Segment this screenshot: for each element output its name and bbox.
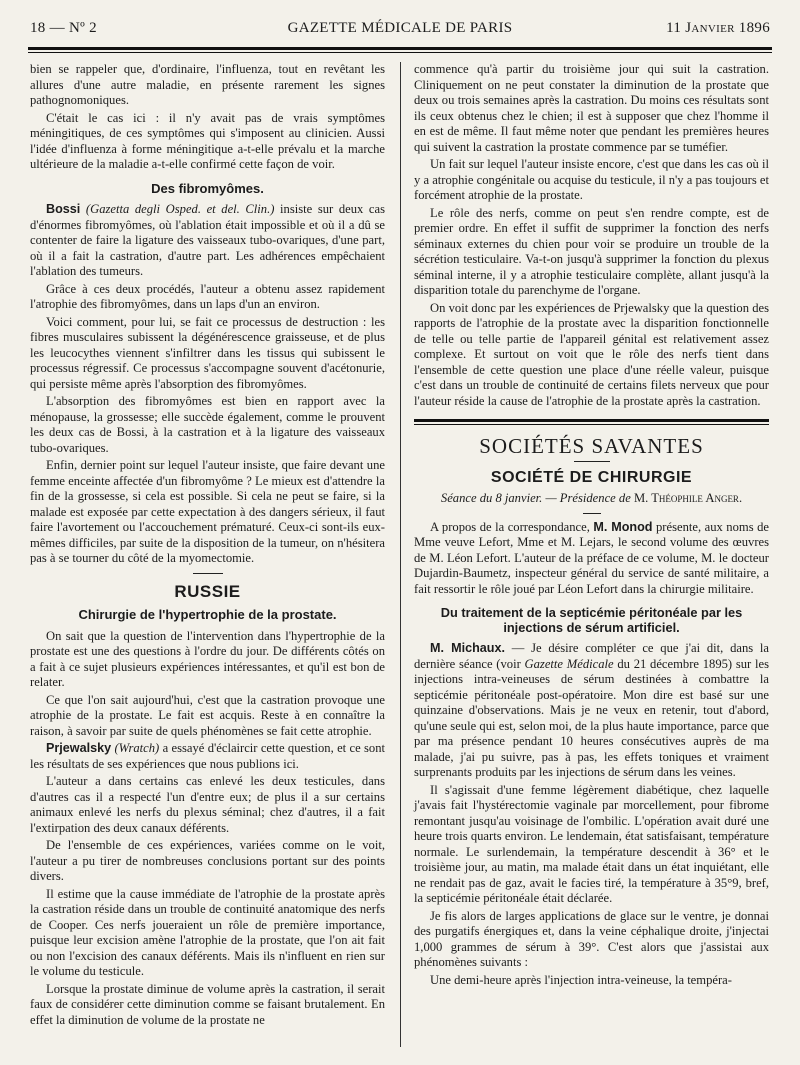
paragraph: De l'ensemble de ces expériences, variées comme on le voit, l'auteur a pu tirer de nombreuses conclusions portant sur des points divers. bbox=[30, 838, 385, 883]
article-title-septicemie: Du traitement de la septicémie péritonéale par les injections de sérum artificiel. bbox=[440, 605, 743, 635]
paragraph-text: — Je désire compléter ce que j'ai dit, dans la dernière séance (voir bbox=[414, 641, 770, 671]
speaker-name: M. Monod bbox=[593, 519, 653, 534]
journal-title: GAZETTE MÉDICALE DE PARIS bbox=[287, 20, 513, 36]
left-column bbox=[30, 62, 385, 1030]
paragraph: commence qu'à partir du troisième jour qui suit la castration. Cliniquement on ne peut constater la diminution de la prostate que deux ou trois semaines après la castration. Du moins ces résultats sont ils ceux obtenus chez le chien; il est à supposer que chez l'homme il en est de même. Il faut même noter que pendant les premières heures qui suivent la castration la prostate commence par se tuméfier. bbox=[414, 62, 769, 154]
paragraph-bossi bbox=[30, 202, 385, 280]
paragraph: Lorsque la prostate diminue de volume après la castration, il serait faux de considérer cette diminution comme se faisant brutalement. En effet la diminution de volume de la prostate ne bbox=[30, 981, 385, 1027]
divider bbox=[193, 573, 223, 574]
section-rule-thin bbox=[414, 424, 769, 425]
author-name: Prjewalsky bbox=[46, 741, 112, 755]
page-header bbox=[30, 20, 770, 42]
session-line bbox=[414, 491, 769, 507]
paragraph: Il s'agissait d'une femme légèrement diabétique, chez laquelle j'avais fait l'hystérectomie vaginale par morcellement, pour fibrome remontant jusqu'au voisinage de l'ombilic. L'opération avait duré une heure trois quarts environ. Le lendemain, état satisfaisant, température normale. Le surlendemain, la température descendit à 36° et le troisième jour, au matin, ma malade était dans un état inquiétant, elle ne rendait pas de gaz, avait le facies tiré, la température à 35°9, bref, la septicémie péritonéale était déclarée. bbox=[414, 782, 769, 905]
divider bbox=[574, 461, 610, 462]
paragraph: On sait que la question de l'intervention dans l'hypertrophie de la prostate est une des questions à l'ordre du jour. De différents côtés on a fait à ce sujet plusieurs expériences intéressantes, et qu'il est bon de relater. bbox=[30, 628, 385, 689]
paragraph: Une demi-heure après l'injection intra-veineuse, la tempéra- bbox=[430, 972, 732, 987]
paragraph-text: du 21 décembre 1895) sur les injections intra-veineuses de sérum destinées à combattre la septicémie péritonéale post-opératoire. Mon dire est basé sur une quinzaine d'observations. Mais je ne veux en retenir, tout d'abord, qu'une seule qui est, selon moi, de la plus haute importance, parce que par ma présence pendant 10 heures consécutives auprès de ma malade, j'ai pu suivre, pas à pas, les effets toniques et vraiment surprenants produits par les injections de sérum dans les veines. bbox=[414, 656, 769, 779]
paragraph: bien se rappeler que, d'ordinaire, l'influenza, tout en revêtant les allures d'une autre maladie, en présente rarement les signes pathognomoniques. bbox=[30, 62, 385, 107]
paragraph-michaux bbox=[414, 641, 769, 781]
page-number: 18 — Nº 2 bbox=[30, 20, 97, 36]
header-rule-thin bbox=[28, 52, 772, 53]
speaker-name: M. Michaux. bbox=[430, 641, 505, 655]
session-date: Séance du 8 janvier. — Présidence de bbox=[440, 491, 634, 505]
paragraph: Enfin, dernier point sur lequel l'auteur insiste, que faire devant une femme enceinte affectée d'un fibromyôme ? Le mieux est d'attendre la fin de la grossesse, si cela est possible. Si cela ne peut se faire, si la malade est exposée par cette expectation à des dangers sérieux, il faut faire l'avortement ou l'accouchement prématuré. Ceux-ci sont-ils eux-mêmes difficiles, par suite de la disposition de la tumeur, on n'hésitera pas à se tourner du côté de la myomectomie. bbox=[30, 458, 385, 565]
paragraph-text: a essayé d'éclaircir cette question, et ce sont les résultats de ses expériences que nous publions ici. bbox=[30, 741, 386, 771]
column-divider bbox=[400, 62, 401, 1047]
paragraph: Je fis alors de larges applications de glace sur le ventre, je donnai des purgatifs énergiques et, dans la veine céphalique droite, j'injectai 1,000 grammes de sérum à 39°. C'est alors que j'assistai aux phénomènes suivants : bbox=[414, 908, 769, 969]
citation: (Gazetta degli Osped. et del. Clin.) bbox=[85, 202, 275, 216]
article-title-prostate: Chirurgie de l'hypertrophie de la prostate. bbox=[78, 607, 337, 622]
divider bbox=[583, 513, 601, 514]
paragraph: Voici comment, pour lui, se fait ce processus de destruction : les fibres musculaires subissent la dégénérescence graisseuse, et de plus les leucocythes viennent s'infiltrer dans les tissus qui subissent le processus régressif. Ce processus s'accompagne souvent d'acétonurie, qui persiste même après l'absorption des fibromyômes. bbox=[30, 314, 385, 391]
paragraph: On voit donc par les expériences de Prjewalsky que la question des rapports de l'atrophie de la prostate avec la disparition fonctionnelle de telle ou telle partie de l'appareil génital est relativement assez complexe. Et surtout on voit que le rôle des nerfs tient dans l'ensemble de cette question une place d'une réelle valeur, puisque c'est dans un trouble de continuité de certains filets nerveux que pour l'auteur réside la cause de l'atrophie de la prostate après la castration. bbox=[414, 300, 769, 408]
paragraph-monod bbox=[414, 520, 769, 598]
paragraph-text: présente, aux noms de Mme veuve Lefort, Mme et M. Lejars, le second volume des œuvres de M. Léon Lefort. L'auteur de la préface de ce volume, M. le docteur Dujardin-Baumetz, inspecteur général du service de santé militaire, a fait ressortir le rôle joué par Léon Lefort dans la chirurgie militaire. bbox=[414, 519, 769, 596]
section-heading-societes: SOCIÉTÉS SAVANTES bbox=[479, 434, 704, 458]
president-name: M. Théophile Anger. bbox=[633, 491, 743, 505]
right-column bbox=[414, 62, 769, 990]
paragraph: Un fait sur lequel l'auteur insiste encore, c'est que dans les cas où il y a atrophie congénitale ou acquise du testicule, il n'y a pas toujours et forcément atrophie de la prostate. bbox=[414, 157, 769, 202]
citation: Gazette Médicale bbox=[524, 656, 614, 671]
society-name: SOCIÉTÉ DE CHIRURGIE bbox=[490, 468, 693, 486]
author-name: Bossi bbox=[46, 202, 81, 216]
section-heading-fibromyomes: Des fibromyômes. bbox=[151, 180, 264, 196]
paragraph: Le rôle des nerfs, comme on peut s'en rendre compte, est de premier ordre. En effet il suffit de supprimer la fonction des nerfs séminaux externes du chien pour voir se produire un trouble de la sécrétion testiculaire. Va-t-on jusqu'à supprimer la fonction du plexus séminal interne, il y a atrophie testiculaire complète, allant jusqu'à la disparition totale du parenchyme de l'organe. bbox=[414, 205, 769, 297]
section-rule bbox=[414, 419, 769, 422]
paragraph: C'était le cas ici : il n'y avait pas de vrais symptômes méningitiques, de ces symptômes qui s'imposent au clinicien. Aussi l'idée d'influenza à forme méningitique a-t-elle prévalu et la marche ultérieure de la maladie a-t-elle confirmé cette façon de voir. bbox=[30, 110, 385, 171]
citation: (Wratch) bbox=[114, 741, 160, 755]
paragraph-text: insiste sur deux cas d'énormes fibromyômes, où l'ablation était impossible et où il a dû se contenter de faire la ligature des vaisseaux tubo-ovariques, d'une part, où il a fait la castration, d'autre part. Les adhérences empêchaient l'ablation des tumeurs. bbox=[30, 202, 385, 278]
paragraph: Grâce à ces deux procédés, l'auteur a obtenu assez rapidement l'atrophie des fibromyômes, dans un laps d'un an environ. bbox=[30, 281, 385, 311]
paragraph: L'absorption des fibromyômes est bien en rapport avec la ménopause, la grossesse; elle succède également, comme le prouvent les deux cas de Bossi, à la castration et à la ligature des vaisseaux tubo-ovariques. bbox=[30, 394, 385, 455]
paragraph-text: A propos de la correspondance, bbox=[430, 519, 594, 534]
issue-date: 11 Janvier 1896 bbox=[666, 20, 770, 36]
paragraph-prjewalsky bbox=[30, 741, 385, 772]
paragraph: L'auteur a dans certains cas enlevé les deux testicules, dans d'autres cas il a respecté l'un d'entre eux; de plus il a sur certains animaux enlevé les nerfs du plexus séminal; chez d'autres, il a fait l'extirpation des deux canaux déférents. bbox=[30, 774, 385, 835]
paragraph: Ce que l'on sait aujourd'hui, c'est que la castration provoque une atrophie de la prostate. Le fait est acquis. Reste à en connaître la raison, à savoir par suite de quels phénomènes se fait cette atrophie. bbox=[30, 692, 385, 738]
section-heading-russie: RUSSIE bbox=[174, 581, 241, 601]
paragraph: Il estime que la cause immédiate de l'atrophie de la prostate après la castration réside dans un trouble de continuité anatomique des nerfs de Cooper. Ces nerfs joueraient un rôle de première importance, puisque leur excision amène l'atrophie de la prostate, que l'on ait fait ou non l'excision des canaux déférents. Mais ils n'influent en rien sur le volume du testicule. bbox=[30, 886, 385, 978]
header-rule bbox=[28, 47, 772, 50]
